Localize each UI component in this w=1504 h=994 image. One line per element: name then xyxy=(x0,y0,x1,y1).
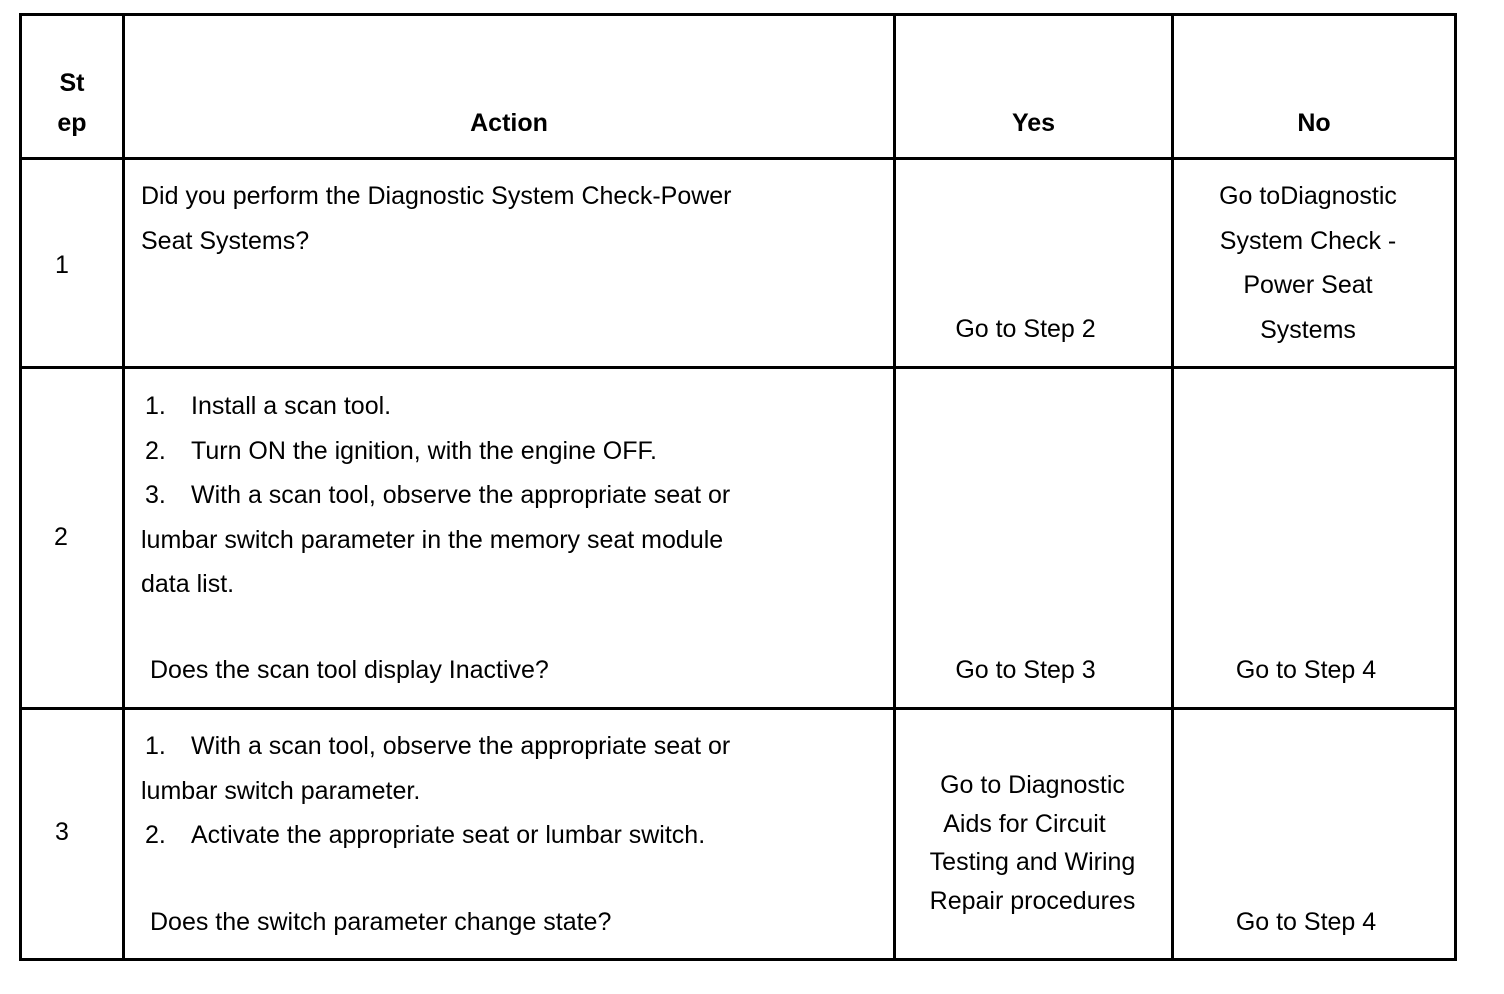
no-cell xyxy=(1173,709,1456,960)
step-cell xyxy=(21,368,124,709)
header-row xyxy=(21,15,1456,159)
yes-line: Aids for Circuit xyxy=(943,809,1106,838)
table-row-step-3 xyxy=(21,709,1456,960)
action-cell xyxy=(124,368,895,709)
list-number: 1. xyxy=(145,392,166,420)
yes-line: Testing and Wiring xyxy=(929,848,1136,876)
step-number: 2 xyxy=(54,523,68,551)
no-line: Power Seat xyxy=(1243,271,1373,299)
header-step-line2: ep xyxy=(57,109,87,137)
header-action: Action xyxy=(124,15,895,159)
list-number: 1. xyxy=(145,732,166,760)
list-number: 3. xyxy=(145,481,166,509)
diagnostic-table xyxy=(19,13,1457,961)
action-cell xyxy=(124,709,895,960)
list-item xyxy=(141,384,885,429)
yes-cell xyxy=(895,159,1173,368)
list-item xyxy=(141,724,885,769)
step-number: 3 xyxy=(55,818,69,846)
table-row-step-2 xyxy=(21,368,1456,709)
list-item xyxy=(141,813,885,858)
list-item xyxy=(141,429,885,474)
step-number: 1 xyxy=(55,251,69,279)
list-text: Turn ON the ignition, with the engine OFF. xyxy=(191,436,657,465)
step-cell xyxy=(21,159,124,368)
table-row-step-1 xyxy=(21,159,1456,368)
list-text: With a scan tool, observe the appropriate seat or xyxy=(191,732,731,760)
yes-line: Go to Diagnostic xyxy=(940,771,1125,799)
list-number: 2. xyxy=(145,821,166,849)
header-yes: Yes xyxy=(895,15,1173,159)
header-step xyxy=(21,15,124,159)
no-line: Systems xyxy=(1260,315,1356,344)
action-line: Seat Systems? xyxy=(141,226,310,255)
action-line: Did you perform the Diagnostic System Check-Power xyxy=(141,182,732,210)
question-text: Does the scan tool display Inactive? xyxy=(150,656,549,684)
list-item xyxy=(141,473,885,518)
header-no: No xyxy=(1173,15,1456,159)
yes-line: Repair procedures xyxy=(929,886,1136,915)
no-cell xyxy=(1173,159,1456,368)
no-line: System Check - xyxy=(1219,226,1397,255)
list-number: 2. xyxy=(145,436,166,465)
yes-cell xyxy=(895,709,1173,960)
list-text: Install a scan tool. xyxy=(191,392,392,420)
header-step-line1: St xyxy=(59,69,85,97)
no-action: Go to Step 4 xyxy=(1235,656,1377,684)
no-action: Go to Step 4 xyxy=(1235,908,1377,936)
yes-action: Go to Step 2 xyxy=(955,315,1096,343)
continuation-line: data list. xyxy=(141,570,235,598)
step-cell xyxy=(21,709,124,960)
no-line: Go toDiagnostic xyxy=(1219,182,1397,210)
yes-cell xyxy=(895,368,1173,709)
question-text: Does the switch parameter change state? xyxy=(150,908,612,936)
list-text: With a scan tool, observe the appropriate seat or xyxy=(191,481,731,509)
yes-action: Go to Step 3 xyxy=(955,656,1096,684)
no-cell xyxy=(1173,368,1456,709)
action-cell xyxy=(124,159,895,368)
continuation-line: lumbar switch parameter in the memory seat module xyxy=(141,525,724,554)
list-text: Activate the appropriate seat or lumbar switch. xyxy=(191,821,706,849)
continuation-line: lumbar switch parameter. xyxy=(141,776,421,805)
